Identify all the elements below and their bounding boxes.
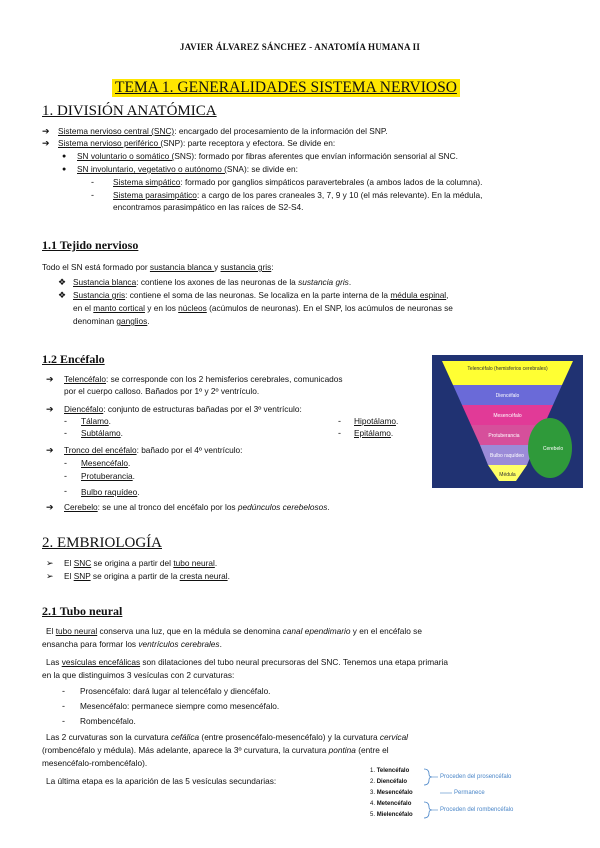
text: y (214, 262, 221, 272)
vesicula-mesencefalo: Mesencéfalo: permanece siempre como mesencéfalo. (80, 701, 280, 711)
text: . (108, 416, 111, 426)
label: Metencéfalo (376, 801, 412, 807)
text: : bañado por el 4º ventrículo: (136, 445, 243, 455)
text: , (446, 290, 449, 300)
arrow-bullet-icon: ➔ (42, 126, 50, 136)
sna-term: SN involuntario, vegetativo o autónomo ( (77, 164, 227, 174)
text: . (390, 428, 394, 438)
document-header: JAVIER ÁLVAREZ SÁNCHEZ - ANATOMÍA HUMANA II (179, 42, 421, 52)
term: médula espinal (390, 290, 447, 300)
label: Telencéfalo (376, 768, 410, 774)
text: . (120, 428, 123, 438)
legend-note-rombencefalo: Proceden del rombencéfalo (440, 807, 514, 813)
text: Las 2 curvaturas son la curvatura (46, 732, 171, 742)
dash-bullet: - (64, 428, 67, 438)
term: Telencéfalo (64, 374, 106, 384)
bulbo-item (81, 487, 140, 498)
label-telencefalo: Telencéfalo (hemisferios cerebrales) (467, 366, 548, 372)
sns-line (77, 151, 458, 162)
text: son dilataciones del tubo neural precursoras del SNC. Tenemos una etapa primaria (140, 657, 449, 667)
text: (entre el (355, 745, 389, 755)
sna-line (77, 164, 298, 175)
text: y en los (144, 303, 179, 313)
label-medula: Médula (499, 472, 516, 478)
vesiculas-secundarias-figure (370, 768, 540, 824)
tejido-intro (42, 262, 274, 273)
triangle-bullet-icon: ➢ (46, 558, 54, 568)
arrow-bullet-icon: ➔ (46, 502, 54, 512)
dash-bullet: - (64, 416, 67, 426)
encefalo-pyramid-figure (432, 355, 583, 488)
arrow-bullet-icon: ➔ (42, 138, 50, 148)
sustancia-gris-line (73, 290, 448, 301)
term: Mesencéfalo (81, 458, 129, 468)
pyramid-svg (432, 355, 583, 488)
dash-bullet: - (91, 190, 94, 200)
text: Todo el SN está formado por (42, 262, 150, 272)
term: Subtálamo (81, 428, 121, 438)
text: . (348, 277, 352, 287)
label-diencefalo: Diencéfalo (495, 393, 520, 399)
page-title-text: TEMA 1. GENERALIDADES SISTEMA NERVIOSO (115, 79, 457, 96)
text: . (219, 639, 222, 649)
sustancia-blanca-line (73, 277, 351, 288)
diamond-bullet-icon: ❖ (58, 277, 67, 287)
legend-item-1 (370, 768, 409, 775)
snc-term: Sistema nervioso central (SNC) (58, 126, 175, 136)
dash-bullet: - (338, 416, 341, 426)
legend-item-5 (370, 812, 413, 819)
num: 1. (370, 768, 376, 774)
text: : contiene los axones de las neuronas de la (136, 277, 299, 287)
num: 4. (370, 801, 376, 807)
term: Tronco del encéfalo (64, 445, 137, 455)
text: se origina a partir del (91, 558, 174, 568)
term: Bulbo raquídeo (81, 487, 138, 497)
term: ganglios (116, 316, 148, 326)
term: Tálamo (81, 416, 109, 426)
text: El (64, 558, 74, 568)
dash-bullet: - (64, 458, 67, 468)
tubo-p2-line-1 (46, 657, 448, 668)
text: : (271, 262, 274, 272)
simpatico-term: Sistema simpático (113, 177, 181, 187)
term: manto cortical (93, 303, 145, 313)
text: (acúmulos de neuronas). En el SNP, los acúmulos de neuronas se (206, 303, 453, 313)
embrio-snp-line (64, 571, 230, 582)
legend-item-2 (370, 779, 407, 786)
text: Las (46, 657, 62, 667)
text: . (214, 558, 218, 568)
text: en el (73, 303, 94, 313)
epitalamo-item (354, 428, 393, 439)
term: tubo neural (55, 626, 98, 636)
term: Epitálamo (354, 428, 391, 438)
term: Sustancia gris (73, 290, 126, 300)
term: tubo neural (173, 558, 215, 568)
section-1-2-heading: 1.2 Encéfalo (42, 352, 105, 366)
text: . (132, 471, 135, 481)
text: : contiene el soma de las neuronas. Se localiza en la parte interna de la (125, 290, 391, 300)
parasimpatico-text: : a cargo de los pares craneales 3, 7, 9 y 10 (el más relevante). En la médula, (196, 190, 483, 200)
text: ensancha para formar los (42, 639, 139, 649)
text: : conjunto de estructuras bañadas por el 3º ventrículo: (103, 404, 302, 414)
arrow-bullet-icon: ➔ (46, 374, 54, 384)
sns-text: SNS): formado por fibras aferentes que envían información sensorial al SNC. (174, 151, 458, 161)
dash-bullet: - (64, 486, 67, 496)
dash-bullet: - (91, 177, 94, 187)
label-mesencefalo: Mesencéfalo (493, 413, 522, 419)
text: . (147, 316, 150, 326)
dash-bullet: - (62, 686, 65, 696)
term: Hipotálamo (354, 416, 396, 426)
legend-note-permanece: Permanece (454, 790, 485, 796)
italic-term: pontina (328, 745, 356, 755)
telencefalo-line-2: por el cuerpo calloso. Bañados por 1º y 2º ventrículo. (64, 386, 260, 396)
label-protuberancia: Protuberancia (488, 433, 520, 439)
term: vesículas encefálicas (61, 657, 141, 667)
text: . (137, 487, 140, 497)
embrio-snc-line (64, 558, 217, 569)
simpatico-text: : formado por ganglios simpáticos paravertebrales (a ambos lados de la columna). (180, 177, 483, 187)
term: SNC (73, 558, 92, 568)
snp-text: SNP): parte receptora y efectora. Se divide en: (163, 138, 336, 148)
parasimpatico-term: Sistema parasimpático (113, 190, 197, 200)
diencefalo-line (64, 404, 302, 415)
arrow-bullet-icon: ➔ (46, 445, 54, 455)
tubo-p1-line-2 (42, 639, 222, 650)
talamo-item (81, 416, 111, 427)
text: (rombencéfalo y médula). Más adelante, aparece la 3º curvatura, la curvatura (42, 745, 329, 755)
hipotalamo-item (354, 416, 398, 427)
term: sustancia gris (220, 262, 272, 272)
sna-text: SNA): se divide en: (226, 164, 298, 174)
text: se origina a partir de la (90, 571, 180, 581)
page-title (112, 79, 460, 97)
num: 3. (370, 790, 376, 796)
term: sustancia blanca (149, 262, 215, 272)
cerebelo-line (64, 502, 330, 513)
term: Cerebelo (64, 502, 98, 512)
italic-term: canal ependimario (282, 626, 351, 636)
text: (entre prosencéfalo-mesencéfalo) y la curvatura (199, 732, 380, 742)
text: : se une al tronco del encéfalo por los (97, 502, 238, 512)
section-2-heading: 2. EMBRIOLOGÍA (42, 535, 162, 551)
text: . (327, 502, 330, 512)
subtalamo-item (81, 428, 123, 439)
legend-item-3 (370, 790, 413, 797)
label: Diencéfalo (376, 779, 408, 785)
term: SNP (73, 571, 91, 581)
text: denominan (73, 316, 117, 326)
italic-term: cefálica (170, 732, 200, 742)
label: Mielencéfalo (376, 812, 413, 818)
legend-note-prosencefalo: Proceden del prosencéfalo (440, 774, 512, 780)
text: El (46, 626, 56, 636)
triangle-bullet-icon: ➢ (46, 571, 54, 581)
term: núcleos (178, 303, 207, 313)
tubo-p3-line-2 (42, 745, 389, 756)
dot-bullet-icon: ● (62, 153, 67, 160)
num: 2. (370, 779, 376, 785)
legend-item-4 (370, 801, 411, 808)
snp-term: Sistema nervioso periférico ( (58, 138, 164, 148)
term: Diencéfalo (64, 404, 104, 414)
dot-bullet-icon: ● (62, 166, 67, 173)
label-bulbo: Bulbo raquídeo (490, 453, 524, 459)
arrow-bullet-icon: ➔ (46, 404, 54, 414)
text: El (64, 571, 74, 581)
tubo-p2-line-2: en la que distinguimos 3 vesículas con 2 curvaturas: (42, 670, 235, 680)
label: Mesencéfalo (376, 790, 413, 796)
snc-line (58, 126, 388, 137)
vesicula-prosencefalo: Prosencéfalo: dará lugar al telencéfalo y diencéfalo. (80, 686, 271, 696)
tronco-line (64, 445, 242, 456)
text: conserva una luz, que en la médula se denomina (97, 626, 283, 636)
italic-term: sustancia gris (298, 277, 349, 287)
italic-term: pedúnculos cerebelosos (237, 502, 328, 512)
sustancia-gris-line-2 (73, 303, 453, 314)
diamond-bullet-icon: ❖ (58, 290, 67, 300)
section-1-heading: 1. DIVISIÓN ANATÓMICA (42, 103, 217, 119)
parasimpatico-line (113, 190, 482, 201)
sns-term: SN voluntario o somático ( (77, 151, 175, 161)
parasimpatico-line-2: encontramos parasimpático en las raíces de S2-S4. (113, 202, 304, 212)
num: 5. (370, 812, 376, 818)
term: cresta neural (179, 571, 228, 581)
tubo-p3-line-1 (46, 732, 408, 743)
snc-text: : encargado del procesamiento de la información del SNP. (174, 126, 388, 136)
text: y en el encéfalo se (350, 626, 422, 636)
text: . (227, 571, 230, 581)
term: Sustancia blanca (73, 277, 137, 287)
tubo-p4-line: La última etapa es la aparición de las 5 vesículas secundarias: (46, 776, 277, 786)
text: . (395, 416, 399, 426)
dash-bullet: - (62, 716, 65, 726)
telencefalo-line (64, 374, 343, 385)
snp-line (58, 138, 335, 149)
label-cerebelo: Cerebelo (542, 446, 564, 452)
dash-bullet: - (338, 428, 341, 438)
layer-telencefalo (442, 361, 573, 385)
italic-term: ventrículos cerebrales (138, 639, 220, 649)
protuberancia-item (81, 471, 135, 482)
section-1-1-heading: 1.1 Tejido nervioso (42, 238, 139, 252)
term: Protuberancia (81, 471, 133, 481)
simpatico-line (113, 177, 482, 188)
tubo-p3-line-3: mesencéfalo-rombencéfalo). (42, 758, 148, 768)
tubo-p1-line-1 (46, 626, 422, 637)
italic-term: cervical (379, 732, 409, 742)
dash-bullet: - (64, 471, 67, 481)
sustancia-gris-line-3 (73, 316, 150, 327)
dash-bullet: - (62, 701, 65, 711)
mesencefalo-item (81, 458, 130, 469)
vesicula-rombencefalo: Rombencéfalo. (80, 716, 136, 726)
section-2-1-heading: 2.1 Tubo neural (42, 604, 123, 618)
text: : se corresponde con los 2 hemisferios cerebrales, comunicados (105, 374, 343, 384)
text: . (128, 458, 131, 468)
